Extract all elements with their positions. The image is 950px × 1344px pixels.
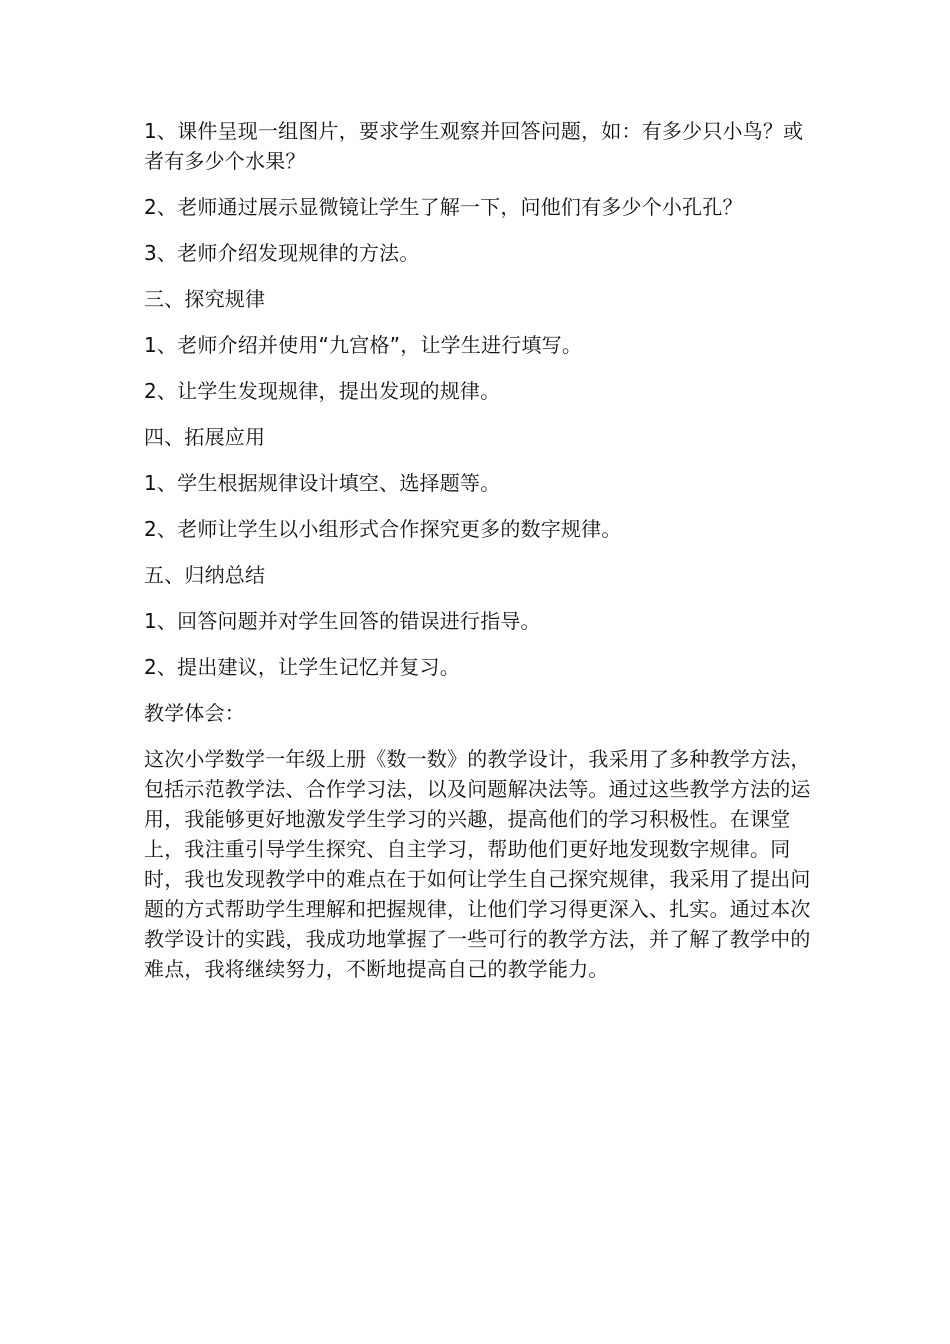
step-item-3: 3、老师介绍发现规律的方法。 xyxy=(144,241,420,265)
extend-item-2: 2、老师让学生以小组形式合作探究更多的数字规律。 xyxy=(144,517,622,541)
summary-item-1: 1、回答问题并对学生回答的错误进行指导。 xyxy=(144,609,541,633)
document-page xyxy=(144,116,812,984)
explore-item-2: 2、让学生发现规律，提出发现的规律。 xyxy=(144,379,501,403)
explore-item-1: 1、老师介绍并使用“九宫格”，让学生进行填写。 xyxy=(144,333,583,357)
step-item-2: 2、老师通过展示显微镜让学生了解一下，问他们有多少个小孔孔？ xyxy=(144,195,743,219)
section-heading-explore: 三、探究规律 xyxy=(144,287,266,311)
reflection-heading: 教学体会： xyxy=(144,701,245,725)
step-item-1: 1、课件呈现一组图片，要求学生观察并回答问题，如：有多少只小鸟？或者有多少个水果？ xyxy=(144,119,804,173)
reflection-paragraph: 这次小学数学一年级上册《数一数》的教学设计，我采用了多种教学方法，包括示范教学法、合作学习法，以及问题解决法等。通过这些教学方法的运用，我能够更好地激发学生学习的兴趣，提高他们的学习积极性。在课堂上，我注重引导学生探究、自主学习，帮助他们更好地发现数字规律。同时，我也发现教学中的难点在于如何让学生自己探究规律，我采用了提出问题的方式帮助学生理解和把握规律，让他们学习得更深入、扎实。通过本次教学设计的实践，我成功地掌握了一些可行的教学方法，并了解了教学中的难点，我将继续努力，不断地提高自己的教学能力。 xyxy=(144,747,811,981)
summary-item-2: 2、提出建议，让学生记忆并复习。 xyxy=(144,655,460,679)
section-heading-summary: 五、归纳总结 xyxy=(144,563,266,587)
extend-item-1: 1、学生根据规律设计填空、选择题等。 xyxy=(144,471,501,495)
section-heading-extend: 四、拓展应用 xyxy=(144,425,266,449)
